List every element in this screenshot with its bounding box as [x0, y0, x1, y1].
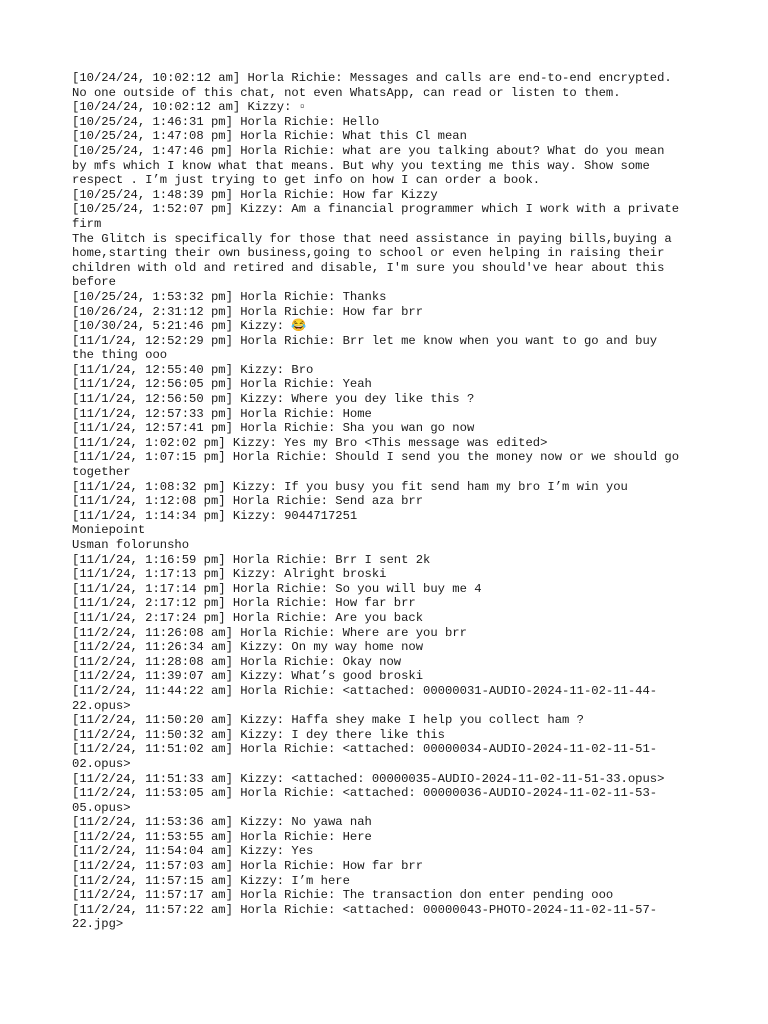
- transcript-line: [10/24/24, 10:02:12 am] Horla Richie: Messages and calls are end-to-end encrypted.: [72, 71, 672, 85]
- transcript-line: [11/2/24, 11:57:03 am] Horla Richie: How far brr: [72, 859, 424, 874]
- transcript-line: the thing ooo: [72, 348, 168, 363]
- chat-transcript-text: [72, 71, 698, 932]
- transcript-line: together: [72, 465, 131, 480]
- transcript-line: [11/1/24, 1:07:15 pm] Horla Richie: Should I send you the money now or we should go: [72, 450, 680, 465]
- transcript-line: [11/1/24, 1:17:14 pm] Horla Richie: So you will buy me 4: [72, 581, 482, 596]
- transcript-line: [11/2/24, 11:53:05 am] Horla Richie: <attached: 00000036-AUDIO-2024-11-02-11-53-: [72, 786, 658, 801]
- transcript-line: [10/25/24, 1:53:32 pm] Horla Richie: Thanks: [72, 289, 387, 304]
- transcript-line: 02.opus>: [72, 756, 131, 771]
- transcript-line: [11/1/24, 1:16:59 pm] Horla Richie: Brr I sent 2k: [72, 552, 431, 567]
- transcript-line: [11/1/24, 12:57:41 pm] Horla Richie: Sha you wan go now: [72, 421, 475, 436]
- transcript-line: 22.opus>: [72, 698, 131, 713]
- transcript-line: The Glitch is specifically for those that need assistance in paying bills,buying a: [72, 231, 672, 246]
- transcript-line: [11/1/24, 2:17:24 pm] Horla Richie: Are you back: [72, 610, 424, 625]
- transcript-line: [11/1/24, 12:55:40 pm] Kizzy: Bro: [72, 362, 314, 377]
- transcript-line: [10/25/24, 1:48:39 pm] Horla Richie: How far Kizzy: [72, 187, 438, 202]
- transcript-line: [11/1/24, 12:56:05 pm] Horla Richie: Yeah: [72, 377, 372, 392]
- transcript-line: [10/25/24, 1:52:07 pm] Kizzy: Am a financial programmer which I work with a private: [72, 202, 680, 217]
- transcript-line: [11/1/24, 1:14:34 pm] Kizzy: 9044717251: [72, 508, 358, 523]
- transcript-line: [11/2/24, 11:53:36 am] Kizzy: No yawa nah: [72, 815, 372, 830]
- transcript-line: home,starting their own business,going to school or even helping in raising their: [72, 246, 665, 261]
- transcript-line: [11/1/24, 2:17:12 pm] Horla Richie: How far brr: [72, 596, 416, 611]
- transcript-line: [11/1/24, 1:08:32 pm] Kizzy: If you busy you fit send ham my bro I’m win you: [72, 479, 628, 494]
- transcript-line: [11/2/24, 11:51:33 am] Kizzy: <attached: 00000035-AUDIO-2024-11-02-11-51-33.opus>: [72, 771, 665, 786]
- transcript-line: Moniepoint: [72, 523, 146, 538]
- transcript-line: [11/2/24, 11:39:07 am] Kizzy: What’s good broski: [72, 669, 424, 684]
- transcript-line: children with old and retired and disable, I'm sure you should've hear about this: [72, 260, 665, 275]
- transcript-line: [11/1/24, 12:57:33 pm] Horla Richie: Home: [72, 406, 372, 421]
- transcript-line: [11/2/24, 11:26:08 am] Horla Richie: Where are you brr: [72, 625, 467, 640]
- transcript-line: [11/2/24, 11:57:15 am] Kizzy: I’m here: [72, 873, 350, 888]
- transcript-line: [11/2/24, 11:57:22 am] Horla Richie: <attached: 00000043-PHOTO-2024-11-02-11-57-: [72, 902, 658, 917]
- transcript-line: No one outside of this chat, not even WhatsApp, can read or listen to them.: [72, 85, 621, 100]
- transcript-line: [11/1/24, 12:52:29 pm] Horla Richie: Brr let me know when you want to go and buy: [72, 333, 658, 348]
- transcript-line: [11/2/24, 11:28:08 am] Horla Richie: Okay now: [72, 654, 402, 669]
- transcript-line: [11/2/24, 11:50:20 am] Kizzy: Haffa shey make I help you collect ham ?: [72, 713, 584, 728]
- transcript-line: [11/2/24, 11:26:34 am] Kizzy: On my way home now: [72, 640, 424, 655]
- transcript-line: [10/30/24, 5:21:46 pm] Kizzy: 😂: [72, 319, 307, 334]
- transcript-line: [11/1/24, 1:17:13 pm] Kizzy: Alright broski: [72, 567, 387, 582]
- transcript-line: [10/25/24, 1:47:46 pm] Horla Richie: what are you talking about? What do you mean: [72, 143, 665, 158]
- transcript-line: [11/2/24, 11:54:04 am] Kizzy: Yes: [72, 844, 314, 859]
- transcript-line: 05.opus>: [72, 800, 131, 815]
- transcript-line: [11/1/24, 1:02:02 pm] Kizzy: Yes my Bro <This message was edited>: [72, 435, 548, 450]
- transcript-line: firm: [72, 216, 102, 231]
- transcript-line: 22.jpg>: [72, 917, 124, 932]
- transcript-line: by mfs which I know what that means. But why you texting me this way. Show some: [72, 158, 650, 173]
- transcript-line: [11/2/24, 11:53:55 am] Horla Richie: Here: [72, 829, 372, 844]
- transcript-line: [10/24/24, 10:02:12 am] Kizzy: ▫: [72, 100, 307, 115]
- transcript-line: Usman folorunsho: [72, 538, 190, 552]
- transcript-line: [11/2/24, 11:50:32 am] Kizzy: I dey there like this: [72, 727, 445, 742]
- transcript-line: [10/25/24, 1:46:31 pm] Horla Richie: Hello: [72, 114, 380, 129]
- chat-transcript-page: [72, 71, 698, 932]
- transcript-line: [11/2/24, 11:51:02 am] Horla Richie: <attached: 00000034-AUDIO-2024-11-02-11-51-: [72, 742, 658, 757]
- transcript-line: before: [72, 275, 116, 290]
- transcript-line: [11/2/24, 11:57:17 am] Horla Richie: The transaction don enter pending ooo: [72, 888, 614, 903]
- transcript-line: [10/25/24, 1:47:08 pm] Horla Richie: What this Cl mean: [72, 129, 467, 144]
- transcript-line: [11/1/24, 1:12:08 pm] Horla Richie: Send aza brr: [72, 494, 424, 509]
- transcript-line: [10/26/24, 2:31:12 pm] Horla Richie: How far brr: [72, 304, 424, 319]
- transcript-line: [11/2/24, 11:44:22 am] Horla Richie: <attached: 00000031-AUDIO-2024-11-02-11-44-: [72, 683, 658, 698]
- transcript-line: respect . I’m just trying to get info on how I can order a book.: [72, 173, 541, 188]
- transcript-line: [11/1/24, 12:56:50 pm] Kizzy: Where you dey like this ?: [72, 392, 475, 407]
